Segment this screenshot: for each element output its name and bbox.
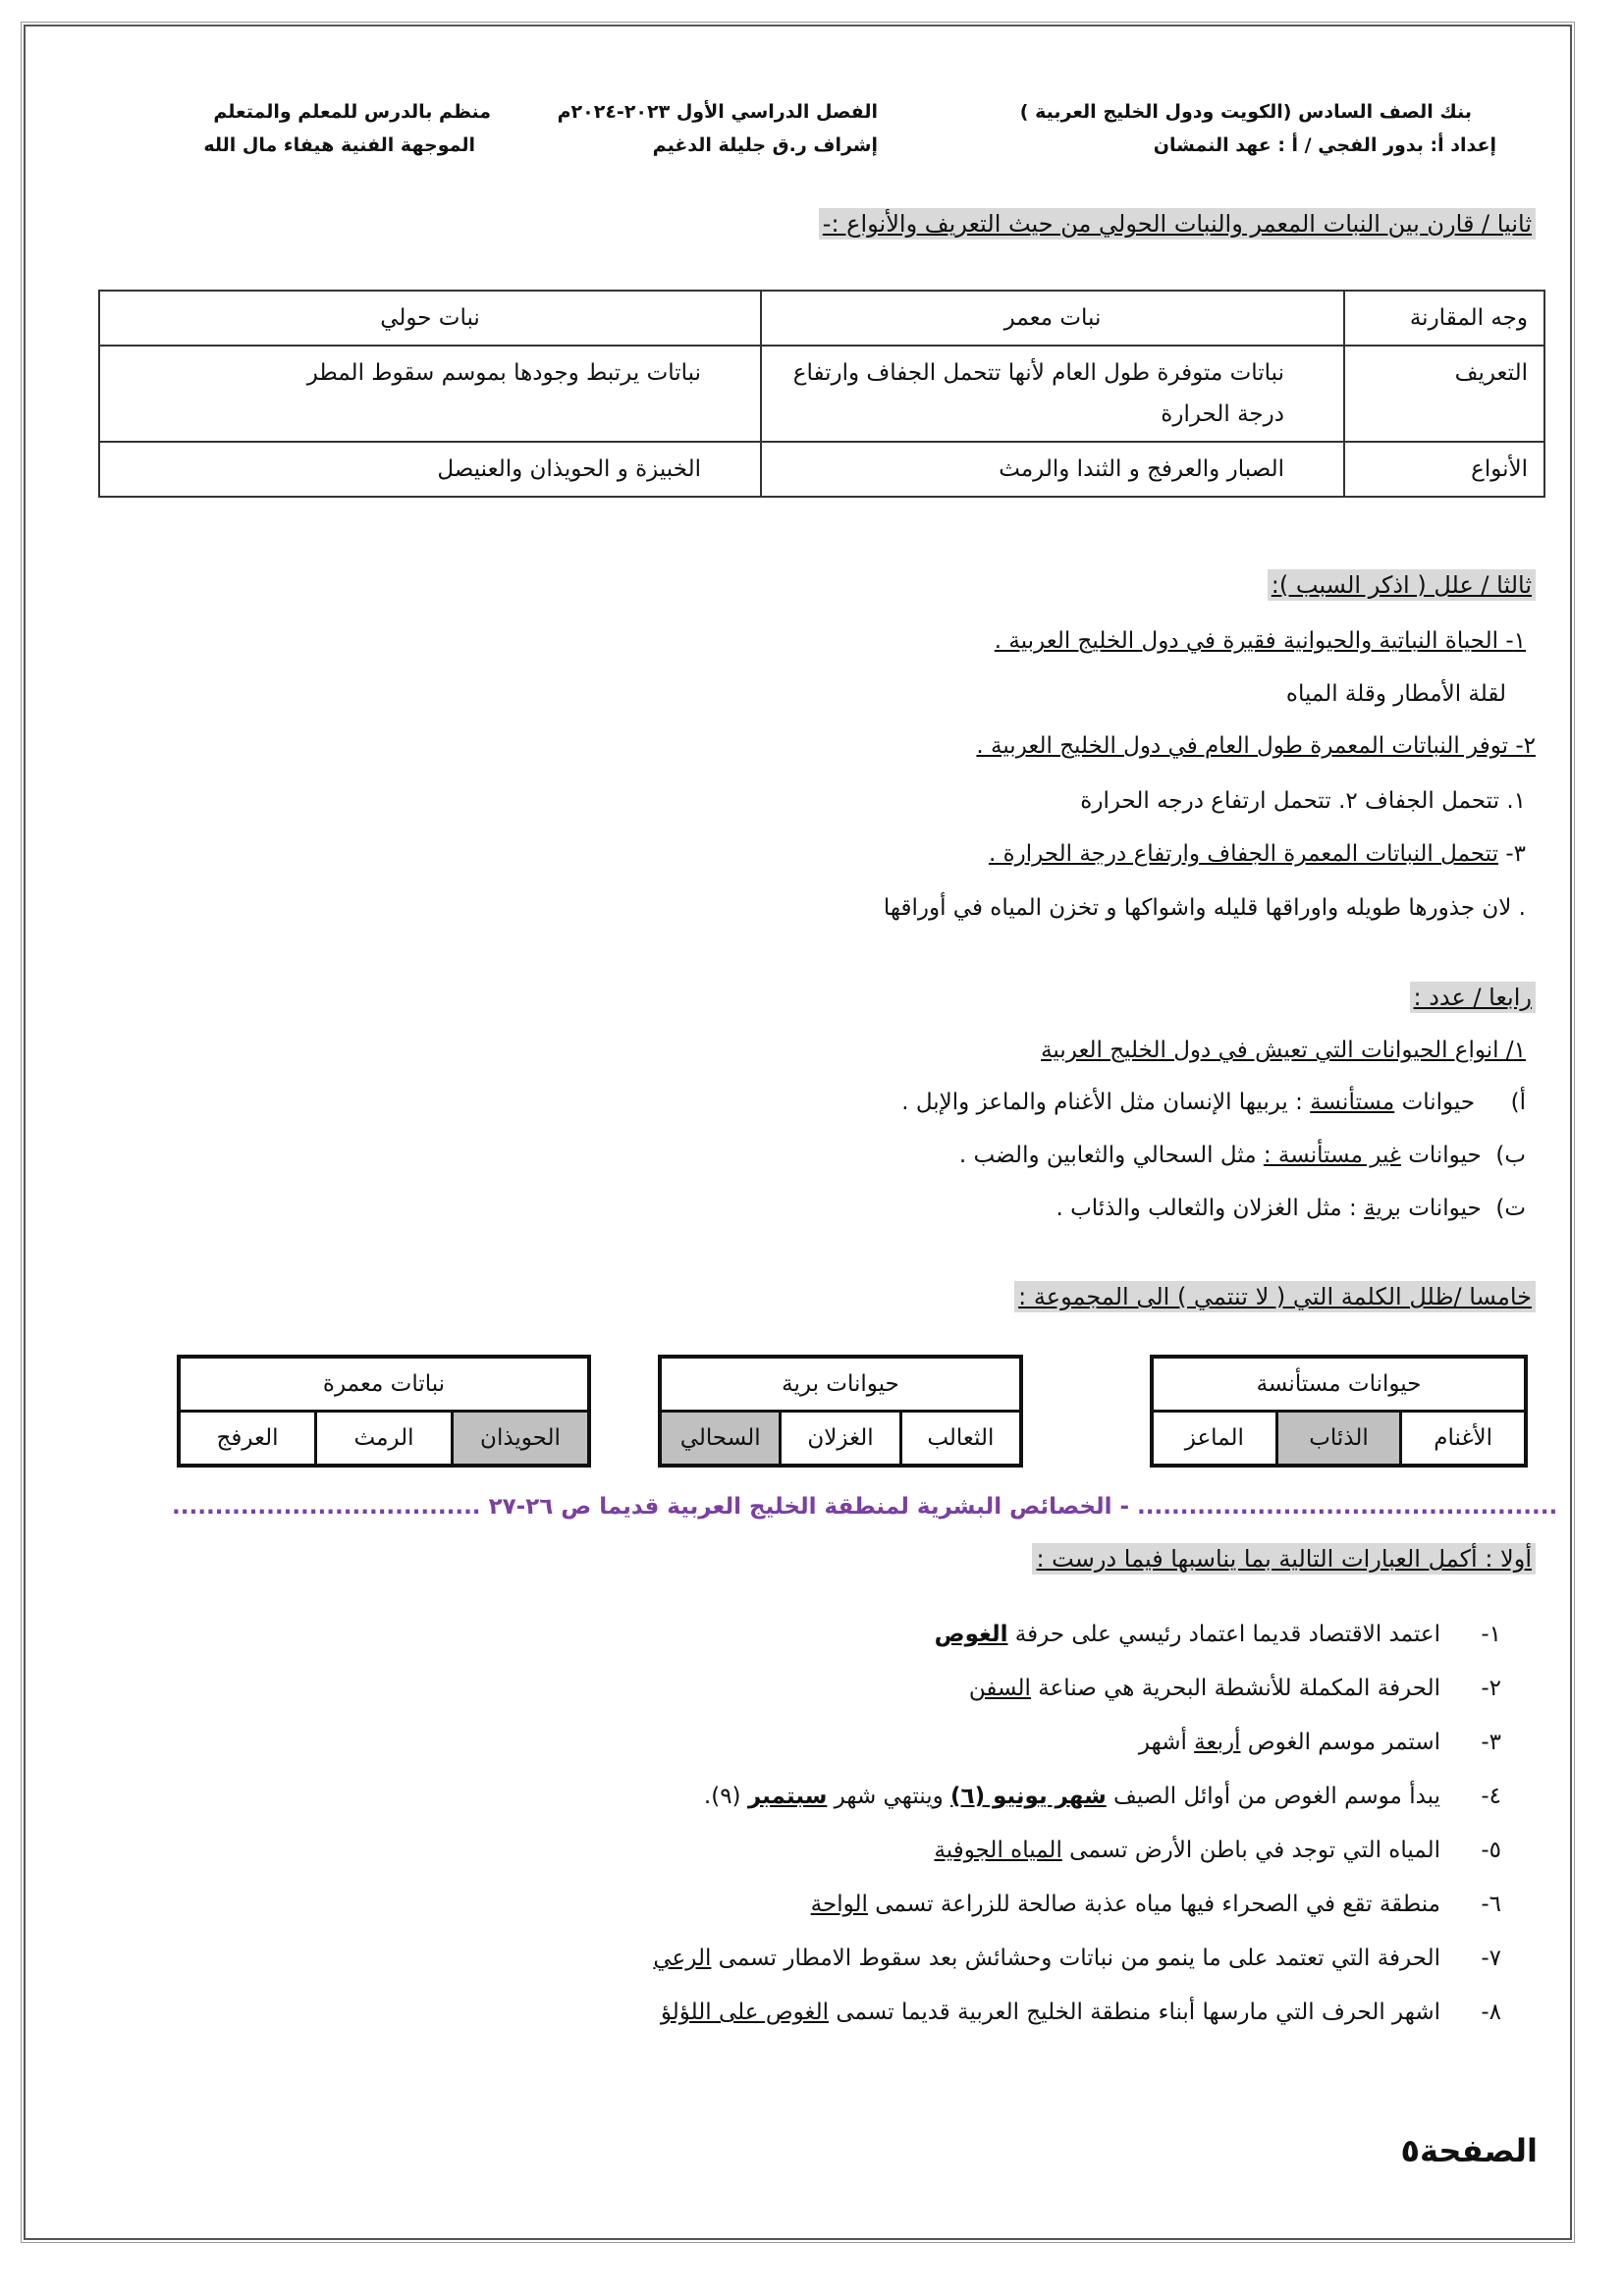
section3-question-2: ٢- توفر النباتات المعمرة طول العام في دول الخليج العربية . bbox=[976, 733, 1536, 759]
list-item: ٤-يبدأ موسم الغوص من أوائل الصيف شهر يونيو (٦) وينتهي شهر سبتمبر (٩). bbox=[703, 1784, 1501, 1809]
page-number: الصفحة٥ bbox=[1400, 2132, 1538, 2169]
list-item: ٢-الحرفة المكملة للأنشطة البحرية هي صناعة السفن bbox=[968, 1676, 1501, 1701]
table-cell: نبات حولي bbox=[99, 291, 761, 346]
question-text: تتحمل النباتات المعمرة الجفاف وارتفاع درجة الحرارة . bbox=[988, 841, 1499, 867]
group-word[interactable]: العرفج bbox=[216, 1425, 279, 1451]
section3-title: ثالثا / علل ( اذكر السبب ): bbox=[1268, 569, 1536, 601]
group-title: حيوانات برية bbox=[662, 1359, 1019, 1413]
human-characteristics-heading: ................................................. - الخصائص البشرية لمنطقة الخليج العربية قديما ص ٢٦-٢٧ .................................... bbox=[172, 1494, 1558, 1520]
question-number: ٣- bbox=[1498, 841, 1526, 867]
table-cell: التعريف bbox=[1344, 346, 1544, 442]
group-word[interactable]: الغزلان bbox=[779, 1413, 898, 1464]
list-item: ٧-الحرفة التي تعتمد على ما ينمو من نباتات وحشائش بعد سقوط الامطار تسمى الرعي bbox=[653, 1946, 1501, 1971]
header-bank: بنك الصف السادس (الكويت ودول الخليج العربية ) bbox=[1019, 101, 1472, 123]
header-supervision: إشراف ر.ق جليلة الدغيم bbox=[652, 134, 878, 156]
list-item: ٣-استمر موسم الغوص أربعة أشهر bbox=[1138, 1730, 1501, 1755]
section5-title: خامسا /ظلل الكلمة التي ( لا تنتمي ) الى المجموعة : bbox=[1014, 1281, 1536, 1312]
table-cell: نباتات يرتبط وجودها بموسم سقوط المطر bbox=[99, 346, 761, 442]
header-semester: الفصل الدراسي الأول ٢٠٢٣-٢٠٢٤م bbox=[557, 101, 878, 123]
group-word[interactable]: الماعز bbox=[1184, 1425, 1244, 1451]
section4-subtitle: ١/ انواع الحيوانات التي تعيش في دول الخليج العربية bbox=[1041, 1038, 1526, 1063]
group-word-shaded[interactable]: السحالي bbox=[662, 1413, 779, 1464]
human-section-title: أولا : أكمل العبارات التالية بما يناسبها فيما درست : bbox=[1032, 1543, 1536, 1575]
group-wild-animals bbox=[658, 1355, 1023, 1468]
list-item: ١-اعتمد الاقتصاد قديما اعتماد رئيسي على حرفة الغوص bbox=[934, 1622, 1501, 1647]
section3-question-1: ١- الحياة النباتية والحيوانية فقيرة في دول الخليج العربية . bbox=[994, 628, 1526, 654]
group-domestic-animals bbox=[1150, 1355, 1528, 1468]
header-prepared: إعداد أ: بدور الفجي / أ : عهد النمشان bbox=[1153, 134, 1496, 156]
section4-title: رابعا / عدد : bbox=[1410, 982, 1537, 1013]
section3-answer-1: لقلة الأمطار وقلة المياه bbox=[1285, 681, 1506, 707]
list-item: ٨-اشهر الحرف التي مارسها أبناء منطقة الخليج العربية قديما تسمى الغوص على اللؤلؤ bbox=[660, 2000, 1501, 2025]
table-cell: نباتات متوفرة طول العام لأنها تتحمل الجفاف وارتفاع درجة الحرارة bbox=[761, 346, 1344, 442]
group-title: حيوانات مستأنسة bbox=[1154, 1359, 1524, 1413]
table-cell: الأنواع bbox=[1344, 442, 1544, 497]
table-cell: الصبار والعرفج و الثندا والرمث bbox=[761, 442, 1344, 497]
group-title: نباتات معمرة bbox=[181, 1359, 587, 1413]
table-cell: نبات معمر bbox=[761, 291, 1344, 346]
group-perennial-plants bbox=[177, 1355, 591, 1468]
section2-title: ثانيا / قارن بين النبات المعمر والنبات الحولي من حيث التعريف والأنواع :- bbox=[819, 208, 1536, 240]
list-item: ت) حيوانات برية : مثل الغزلان والثعالب والذئاب . bbox=[1056, 1196, 1526, 1221]
header-supervisor: الموجهة الفنية هيفاء مال الله bbox=[203, 134, 475, 156]
comparison-table bbox=[98, 290, 1545, 498]
table-header-row bbox=[99, 291, 1544, 346]
group-word-shaded[interactable]: الحويذان bbox=[451, 1413, 587, 1464]
group-word[interactable]: الثعالب bbox=[899, 1413, 1019, 1464]
table-row bbox=[99, 346, 1544, 442]
group-word[interactable]: الأغنام bbox=[1399, 1413, 1524, 1464]
table-cell: الخبيزة و الحويذان والعنيصل bbox=[99, 442, 761, 497]
section3-question-3 bbox=[989, 841, 1526, 867]
header-organizer: منظم بالدرس للمعلم والمتعلم bbox=[213, 101, 491, 123]
list-item: ٦-منطقة تقع في الصحراء فيها مياه عذبة صالحة للزراعة تسمى الواحة bbox=[810, 1892, 1501, 1917]
group-word[interactable]: الرمث bbox=[314, 1413, 451, 1464]
group-word-shaded[interactable]: الذئاب bbox=[1275, 1413, 1400, 1464]
list-item: ٥-المياه التي توجد في باطن الأرض تسمى المياه الجوفية bbox=[934, 1838, 1501, 1863]
list-item: ب) حيوانات غير مستأنسة : مثل السحالي والثعابين والضب . bbox=[958, 1143, 1526, 1168]
section3-answer-2: ١. تتحمل الجفاف ٢. تتحمل ارتفاع درجه الحرارة bbox=[1080, 788, 1526, 814]
table-cell: وجه المقارنة bbox=[1344, 291, 1544, 346]
table-row bbox=[99, 442, 1544, 497]
section3-answer-3: . لان جذورها طويله واوراقها قليله واشواكها و تخزن المياه في أوراقها bbox=[883, 895, 1526, 921]
list-item: أ) حيوانات مستأنسة : يربيها الإنسان مثل الأغنام والماعز والإبل . bbox=[901, 1090, 1526, 1115]
